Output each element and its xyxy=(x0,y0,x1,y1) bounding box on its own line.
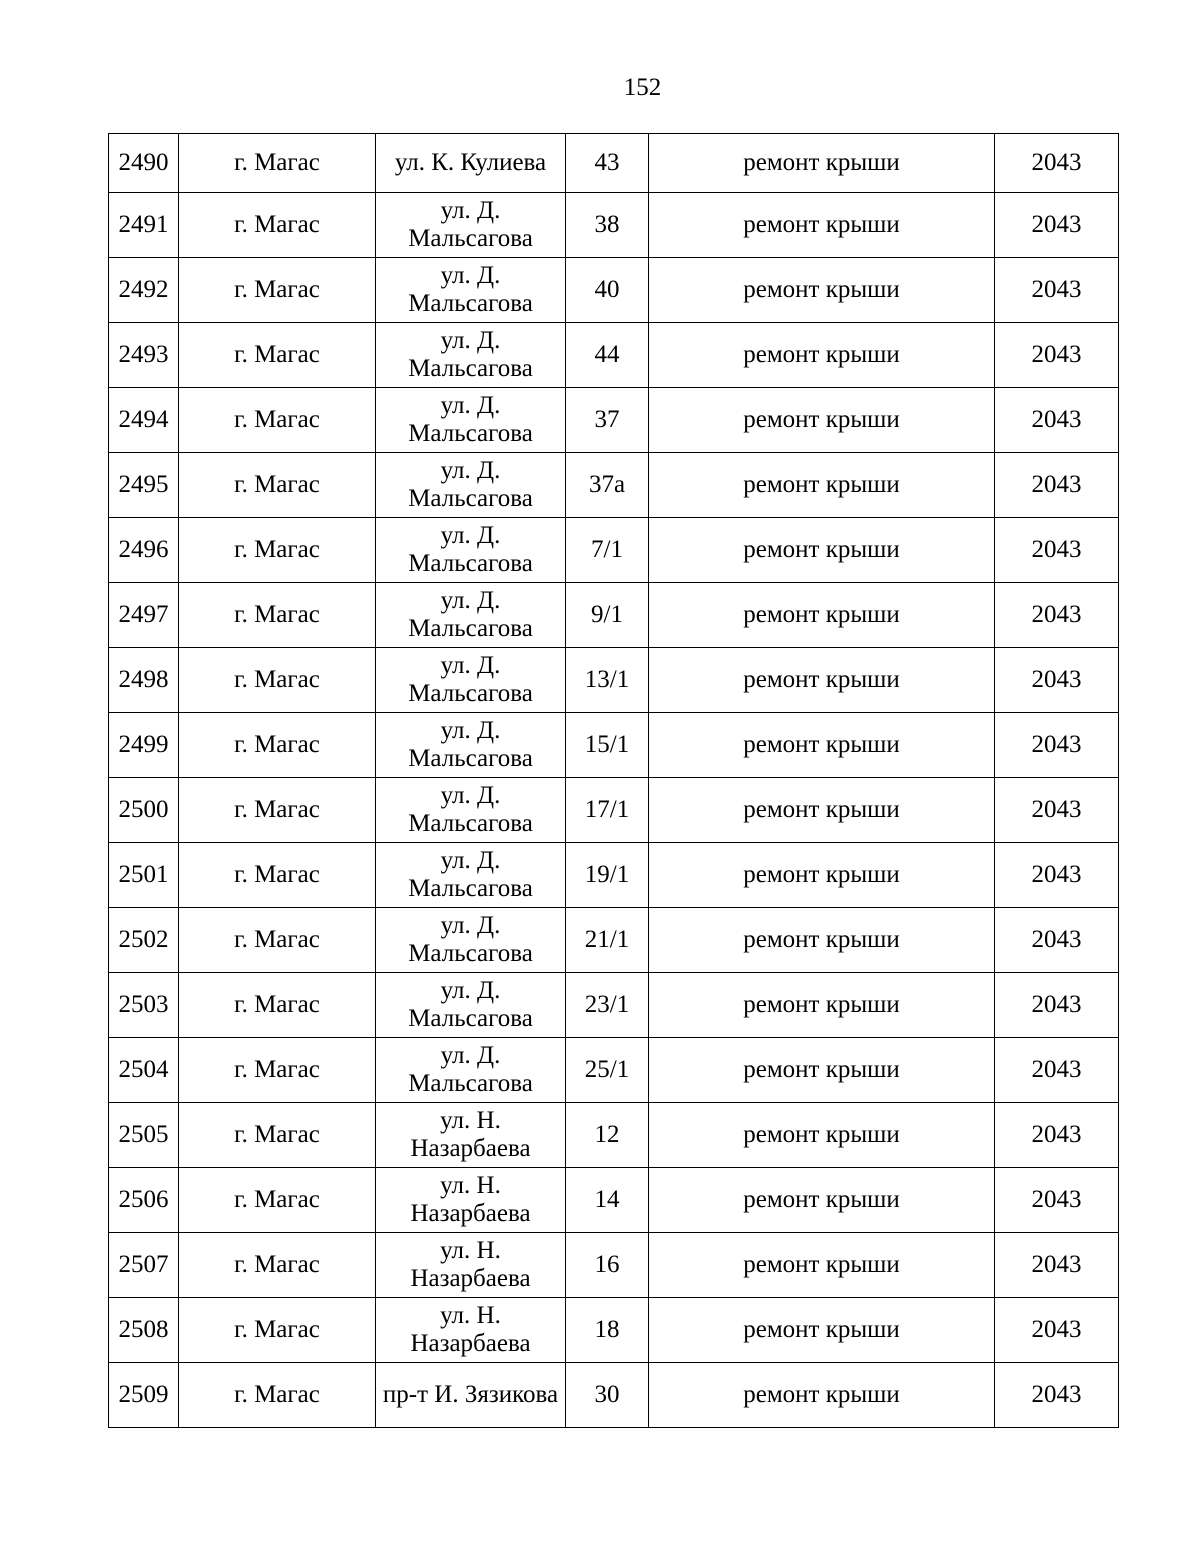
city-cell: г. Магас xyxy=(179,388,376,453)
work-type-cell: ремонт крыши xyxy=(649,134,995,193)
year-cell: 2043 xyxy=(995,388,1119,453)
table-row xyxy=(109,973,1119,1038)
table-row xyxy=(109,453,1119,518)
work-type-cell: ремонт крыши xyxy=(649,323,995,388)
street-cell: ул. Д. Мальсагова xyxy=(376,388,566,453)
work-type-cell: ремонт крыши xyxy=(649,583,995,648)
house-number-cell: 23/1 xyxy=(566,973,649,1038)
table-row xyxy=(109,518,1119,583)
work-type-cell: ремонт крыши xyxy=(649,518,995,583)
work-type-cell: ремонт крыши xyxy=(649,713,995,778)
table-row xyxy=(109,713,1119,778)
year-cell: 2043 xyxy=(995,648,1119,713)
row-number-cell: 2493 xyxy=(109,323,179,388)
street-cell: ул. Д. Мальсагова xyxy=(376,1038,566,1103)
work-type-cell: ремонт крыши xyxy=(649,388,995,453)
city-cell: г. Магас xyxy=(179,713,376,778)
year-cell: 2043 xyxy=(995,973,1119,1038)
row-number-cell: 2509 xyxy=(109,1363,179,1428)
row-number-cell: 2492 xyxy=(109,258,179,323)
table-body xyxy=(109,134,1119,1428)
row-number-cell: 2501 xyxy=(109,843,179,908)
year-cell: 2043 xyxy=(995,1233,1119,1298)
street-cell: ул. Н. Назарбаева xyxy=(376,1298,566,1363)
year-cell: 2043 xyxy=(995,843,1119,908)
street-cell: ул. Д. Мальсагова xyxy=(376,323,566,388)
table-row xyxy=(109,323,1119,388)
house-number-cell: 17/1 xyxy=(566,778,649,843)
city-cell: г. Магас xyxy=(179,258,376,323)
year-cell: 2043 xyxy=(995,1298,1119,1363)
street-cell: ул. Д. Мальсагова xyxy=(376,583,566,648)
work-type-cell: ремонт крыши xyxy=(649,778,995,843)
city-cell: г. Магас xyxy=(179,1168,376,1233)
house-number-cell: 14 xyxy=(566,1168,649,1233)
house-number-cell: 40 xyxy=(566,258,649,323)
year-cell: 2043 xyxy=(995,713,1119,778)
work-type-cell: ремонт крыши xyxy=(649,843,995,908)
city-cell: г. Магас xyxy=(179,973,376,1038)
street-cell: ул. Д. Мальсагова xyxy=(376,973,566,1038)
house-number-cell: 44 xyxy=(566,323,649,388)
row-number-cell: 2498 xyxy=(109,648,179,713)
row-number-cell: 2490 xyxy=(109,134,179,193)
house-number-cell: 12 xyxy=(566,1103,649,1168)
row-number-cell: 2497 xyxy=(109,583,179,648)
city-cell: г. Магас xyxy=(179,843,376,908)
work-type-cell: ремонт крыши xyxy=(649,258,995,323)
row-number-cell: 2499 xyxy=(109,713,179,778)
work-type-cell: ремонт крыши xyxy=(649,1363,995,1428)
year-cell: 2043 xyxy=(995,134,1119,193)
city-cell: г. Магас xyxy=(179,1103,376,1168)
street-cell: ул. Д. Мальсагова xyxy=(376,778,566,843)
table-row xyxy=(109,258,1119,323)
table-row xyxy=(109,1233,1119,1298)
table-row xyxy=(109,908,1119,973)
city-cell: г. Магас xyxy=(179,648,376,713)
table-row xyxy=(109,648,1119,713)
row-number-cell: 2503 xyxy=(109,973,179,1038)
table-row xyxy=(109,778,1119,843)
work-type-cell: ремонт крыши xyxy=(649,908,995,973)
city-cell: г. Магас xyxy=(179,134,376,193)
house-number-cell: 37 xyxy=(566,388,649,453)
city-cell: г. Магас xyxy=(179,453,376,518)
work-type-cell: ремонт крыши xyxy=(649,648,995,713)
street-cell: ул. Д. Мальсагова xyxy=(376,713,566,778)
house-number-cell: 18 xyxy=(566,1298,649,1363)
street-cell: ул. К. Кулиева xyxy=(376,134,566,193)
city-cell: г. Магас xyxy=(179,1038,376,1103)
table-row xyxy=(109,193,1119,258)
year-cell: 2043 xyxy=(995,323,1119,388)
street-cell: ул. Д. Мальсагова xyxy=(376,453,566,518)
year-cell: 2043 xyxy=(995,583,1119,648)
year-cell: 2043 xyxy=(995,1168,1119,1233)
work-type-cell: ремонт крыши xyxy=(649,1168,995,1233)
city-cell: г. Магас xyxy=(179,323,376,388)
table-row xyxy=(109,1168,1119,1233)
work-type-cell: ремонт крыши xyxy=(649,193,995,258)
street-cell: ул. Д. Мальсагова xyxy=(376,258,566,323)
row-number-cell: 2505 xyxy=(109,1103,179,1168)
table-row xyxy=(109,1038,1119,1103)
house-number-cell: 37а xyxy=(566,453,649,518)
house-number-cell: 7/1 xyxy=(566,518,649,583)
city-cell: г. Магас xyxy=(179,1363,376,1428)
house-number-cell: 16 xyxy=(566,1233,649,1298)
table-row xyxy=(109,1363,1119,1428)
year-cell: 2043 xyxy=(995,908,1119,973)
work-type-cell: ремонт крыши xyxy=(649,1038,995,1103)
table-row xyxy=(109,134,1119,193)
street-cell: пр-т И. Зязикова xyxy=(376,1363,566,1428)
street-cell: ул. Д. Мальсагова xyxy=(376,518,566,583)
city-cell: г. Магас xyxy=(179,583,376,648)
city-cell: г. Магас xyxy=(179,1298,376,1363)
street-cell: ул. Н. Назарбаева xyxy=(376,1233,566,1298)
row-number-cell: 2508 xyxy=(109,1298,179,1363)
street-cell: ул. Д. Мальсагова xyxy=(376,908,566,973)
city-cell: г. Магас xyxy=(179,1233,376,1298)
row-number-cell: 2504 xyxy=(109,1038,179,1103)
table-row xyxy=(109,583,1119,648)
row-number-cell: 2496 xyxy=(109,518,179,583)
table-row xyxy=(109,843,1119,908)
year-cell: 2043 xyxy=(995,193,1119,258)
work-type-cell: ремонт крыши xyxy=(649,973,995,1038)
year-cell: 2043 xyxy=(995,518,1119,583)
work-type-cell: ремонт крыши xyxy=(649,453,995,518)
row-number-cell: 2491 xyxy=(109,193,179,258)
row-number-cell: 2495 xyxy=(109,453,179,518)
table-row xyxy=(109,1103,1119,1168)
city-cell: г. Магас xyxy=(179,518,376,583)
year-cell: 2043 xyxy=(995,1363,1119,1428)
page-number: 152 xyxy=(623,74,662,101)
street-cell: ул. Н. Назарбаева xyxy=(376,1168,566,1233)
work-type-cell: ремонт крыши xyxy=(649,1233,995,1298)
year-cell: 2043 xyxy=(995,1103,1119,1168)
house-number-cell: 21/1 xyxy=(566,908,649,973)
house-number-cell: 38 xyxy=(566,193,649,258)
table-row xyxy=(109,388,1119,453)
street-cell: ул. Д. Мальсагова xyxy=(376,843,566,908)
city-cell: г. Магас xyxy=(179,193,376,258)
row-number-cell: 2500 xyxy=(109,778,179,843)
repair-schedule-table xyxy=(108,133,1119,1428)
street-cell: ул. Д. Мальсагова xyxy=(376,648,566,713)
row-number-cell: 2506 xyxy=(109,1168,179,1233)
city-cell: г. Магас xyxy=(179,908,376,973)
house-number-cell: 30 xyxy=(566,1363,649,1428)
street-cell: ул. Д. Мальсагова xyxy=(376,193,566,258)
house-number-cell: 19/1 xyxy=(566,843,649,908)
row-number-cell: 2507 xyxy=(109,1233,179,1298)
year-cell: 2043 xyxy=(995,258,1119,323)
house-number-cell: 15/1 xyxy=(566,713,649,778)
table-row xyxy=(109,1298,1119,1363)
work-type-cell: ремонт крыши xyxy=(649,1298,995,1363)
work-type-cell: ремонт крыши xyxy=(649,1103,995,1168)
city-cell: г. Магас xyxy=(179,778,376,843)
house-number-cell: 9/1 xyxy=(566,583,649,648)
house-number-cell: 43 xyxy=(566,134,649,193)
house-number-cell: 25/1 xyxy=(566,1038,649,1103)
street-cell: ул. Н. Назарбаева xyxy=(376,1103,566,1168)
house-number-cell: 13/1 xyxy=(566,648,649,713)
row-number-cell: 2494 xyxy=(109,388,179,453)
year-cell: 2043 xyxy=(995,1038,1119,1103)
row-number-cell: 2502 xyxy=(109,908,179,973)
year-cell: 2043 xyxy=(995,778,1119,843)
year-cell: 2043 xyxy=(995,453,1119,518)
